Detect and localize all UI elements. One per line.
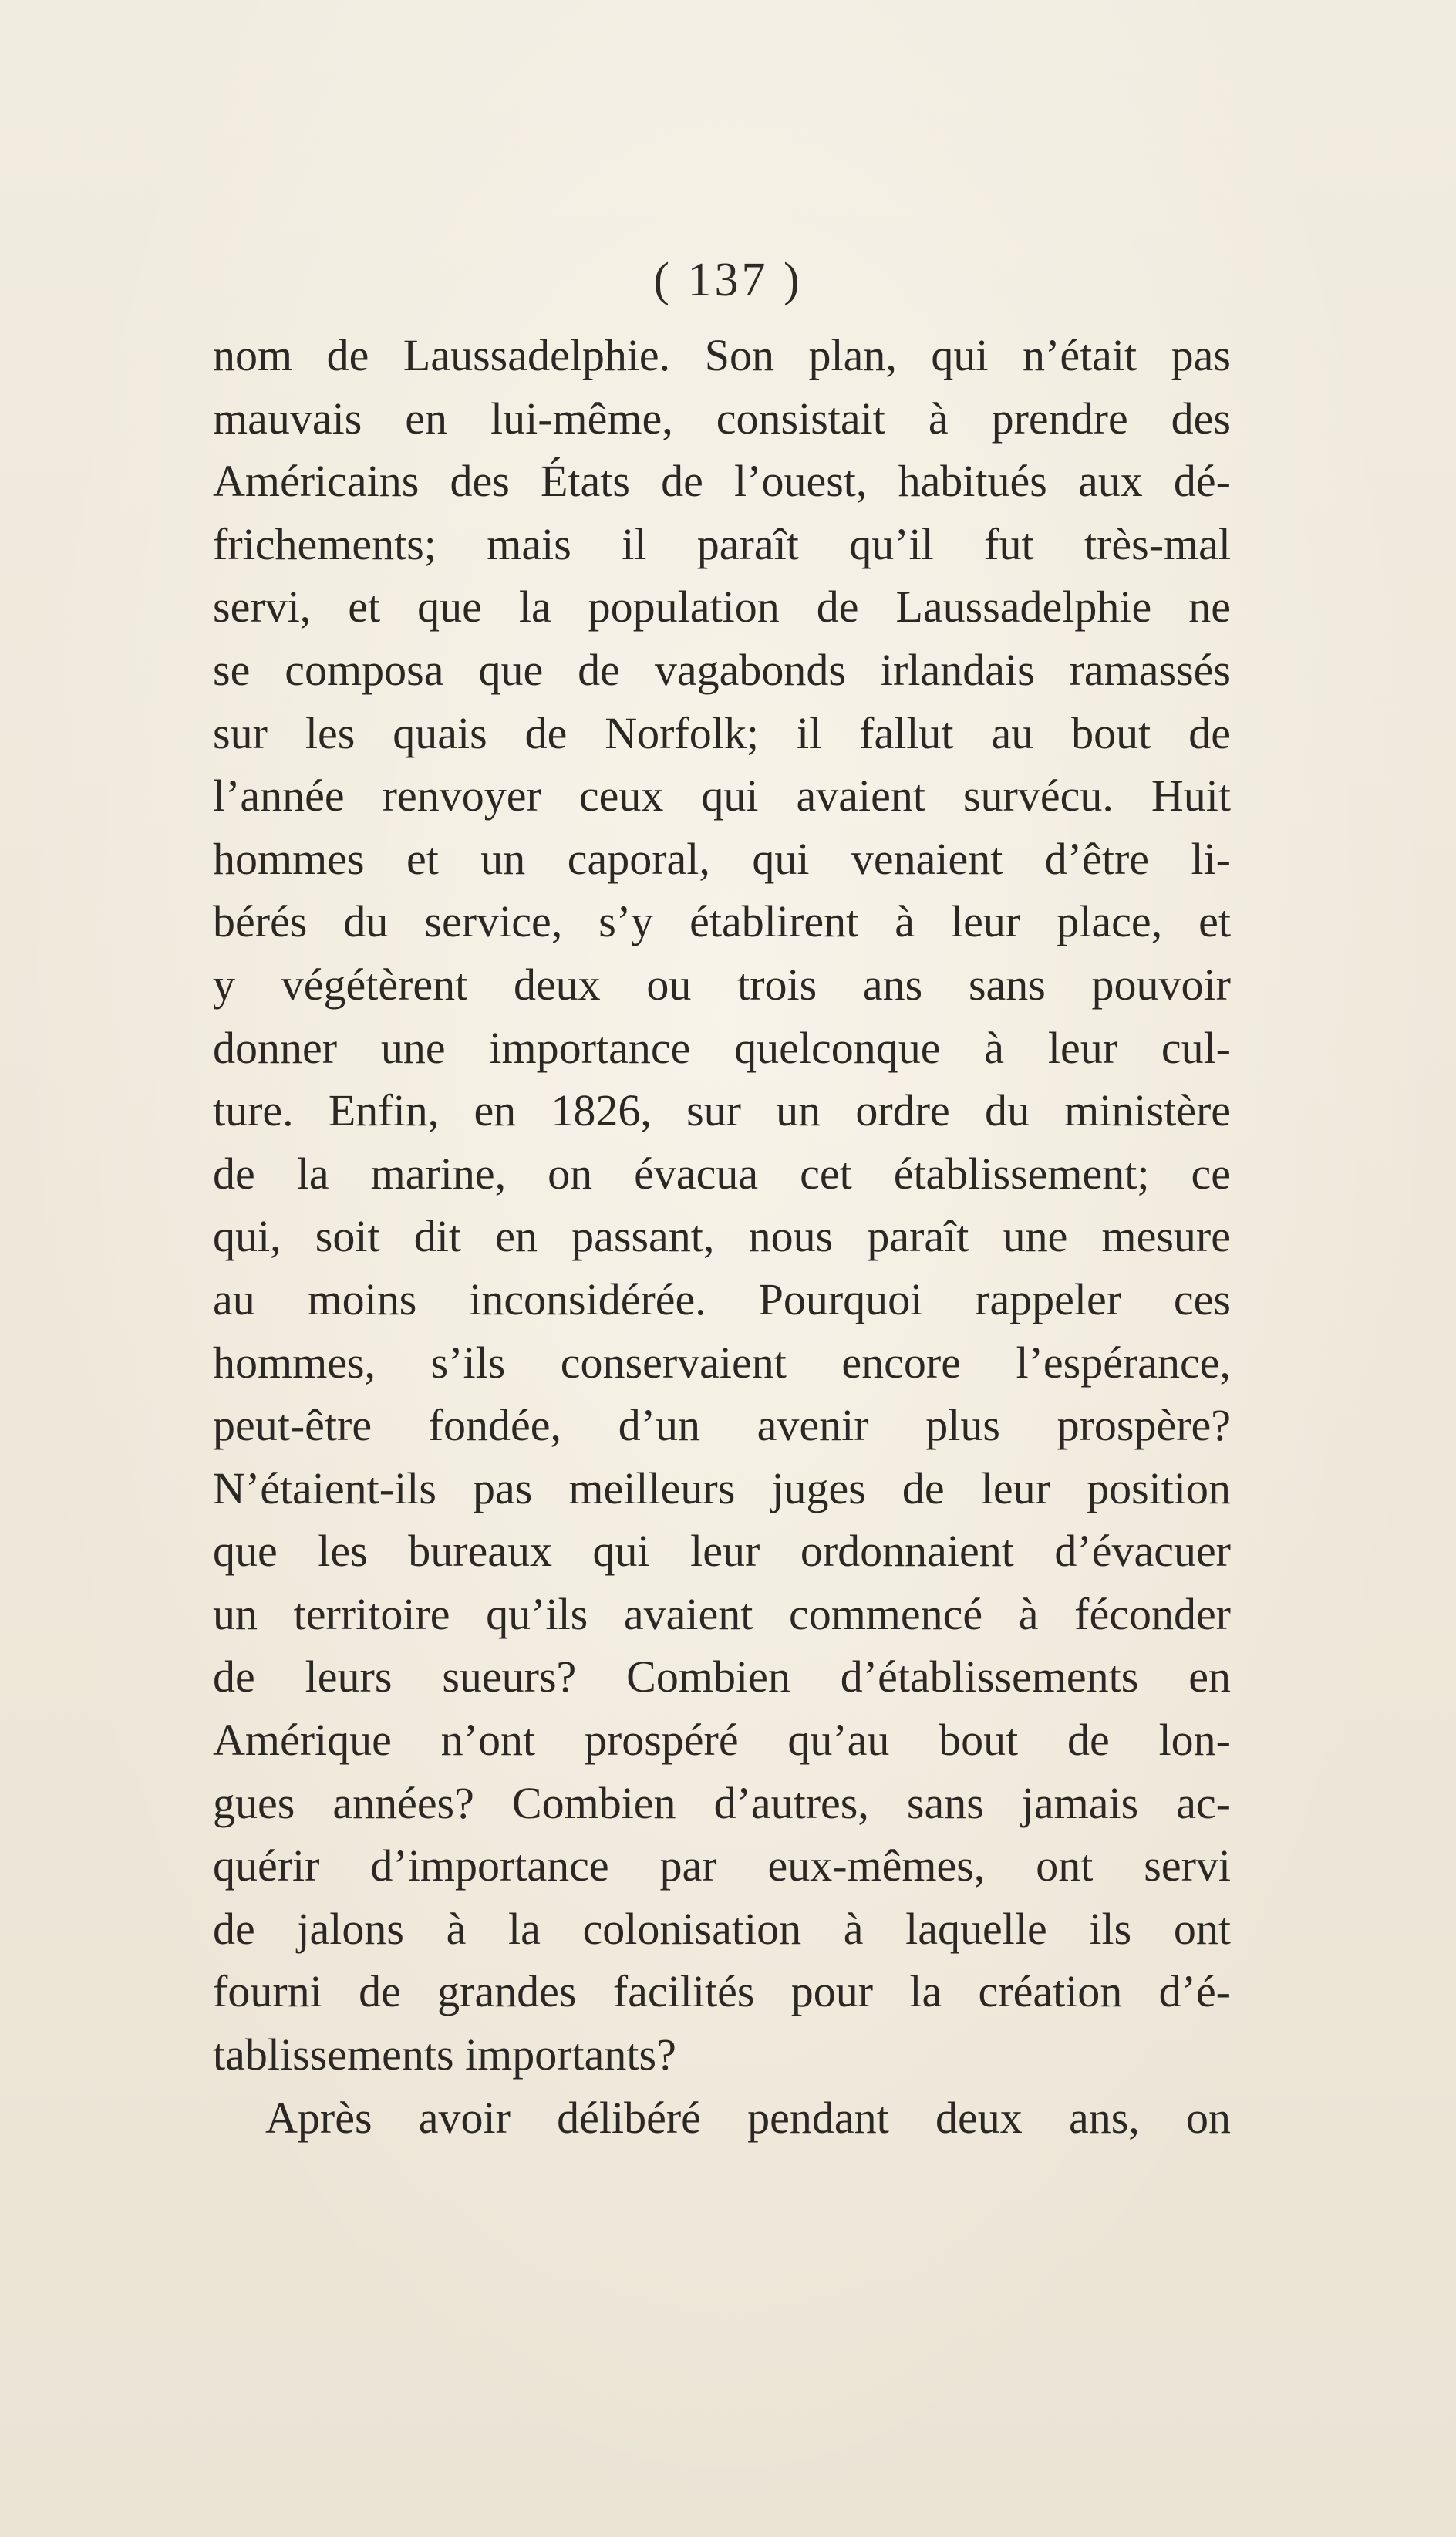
text-line: Américains des États de l’ouest, habitués aux dé- — [213, 456, 1231, 507]
text-line: servi, et que la population de Laussadelphie ne — [213, 582, 1231, 633]
text-line: quérir d’importance par eux-mêmes, ont servi — [213, 1840, 1231, 1891]
text-line: Amérique n’ont prospéré qu’au bout de lon- — [213, 1715, 1231, 1766]
text-line: hommes et un caporal, qui venaient d’être li- — [213, 833, 1231, 884]
text-line: y végétèrent deux ou trois ans sans pouvoir — [213, 959, 1231, 1010]
text-line: donner une importance quelconque à leur cul- — [213, 1022, 1231, 1073]
text-line: gues années? Combien d’autres, sans jamais ac- — [213, 1777, 1231, 1828]
text-line: N’étaient-ils pas meilleurs juges de leur position — [213, 1462, 1231, 1513]
text-line: Après avoir délibéré pendant deux ans, on — [265, 2092, 1231, 2143]
text-line: nom de Laussadelphie. Son plan, qui n’était pas — [213, 330, 1231, 380]
text-line: un territoire qu’ils avaient commencé à féconder — [213, 1588, 1231, 1639]
paragraph-1 — [213, 324, 1231, 2087]
text-line: qui, soit dit en passant, nous paraît une mesure — [213, 1211, 1231, 1262]
text-line: au moins inconsidérée. Pourquoi rappeler ces — [213, 1274, 1231, 1324]
text-line: fourni de grandes facilités pour la création d’é- — [213, 1966, 1231, 2017]
text-line: que les bureaux qui leur ordonnaient d’évacuer — [213, 1526, 1231, 1577]
body-text — [213, 324, 1231, 2149]
page-number: ( 137 ) — [653, 254, 803, 306]
text-line: hommes, s’ils conservaient encore l’espérance, — [213, 1337, 1231, 1388]
text-line: frichements; mais il paraît qu’il fut très-mal — [213, 518, 1231, 569]
text-line: peut-être fondée, d’un avenir plus prospère? — [213, 1400, 1231, 1451]
text-line: de la marine, on évacua cet établissement; ce — [213, 1148, 1231, 1199]
text-line: mauvais en lui-même, consistait à prendre des — [213, 393, 1231, 444]
text-line: de jalons à la colonisation à laquelle ils ont — [213, 1903, 1231, 1954]
text-line: tablissements importants? — [213, 2029, 676, 2080]
text-line: bérés du service, s’y établirent à leur place, et — [213, 896, 1231, 947]
text-line: ture. Enfin, en 1826, sur un ordre du ministère — [213, 1085, 1231, 1136]
text-line: de leurs sueurs? Combien d’établissements en — [213, 1651, 1231, 1702]
text-line: se composa que de vagabonds irlandais ramassés — [213, 644, 1231, 695]
text-line: l’année renvoyer ceux qui avaient survécu. Huit — [213, 771, 1231, 821]
text-line: sur les quais de Norfolk; il fallut au bout de — [213, 707, 1231, 758]
paragraph-2 — [213, 2087, 1231, 2150]
